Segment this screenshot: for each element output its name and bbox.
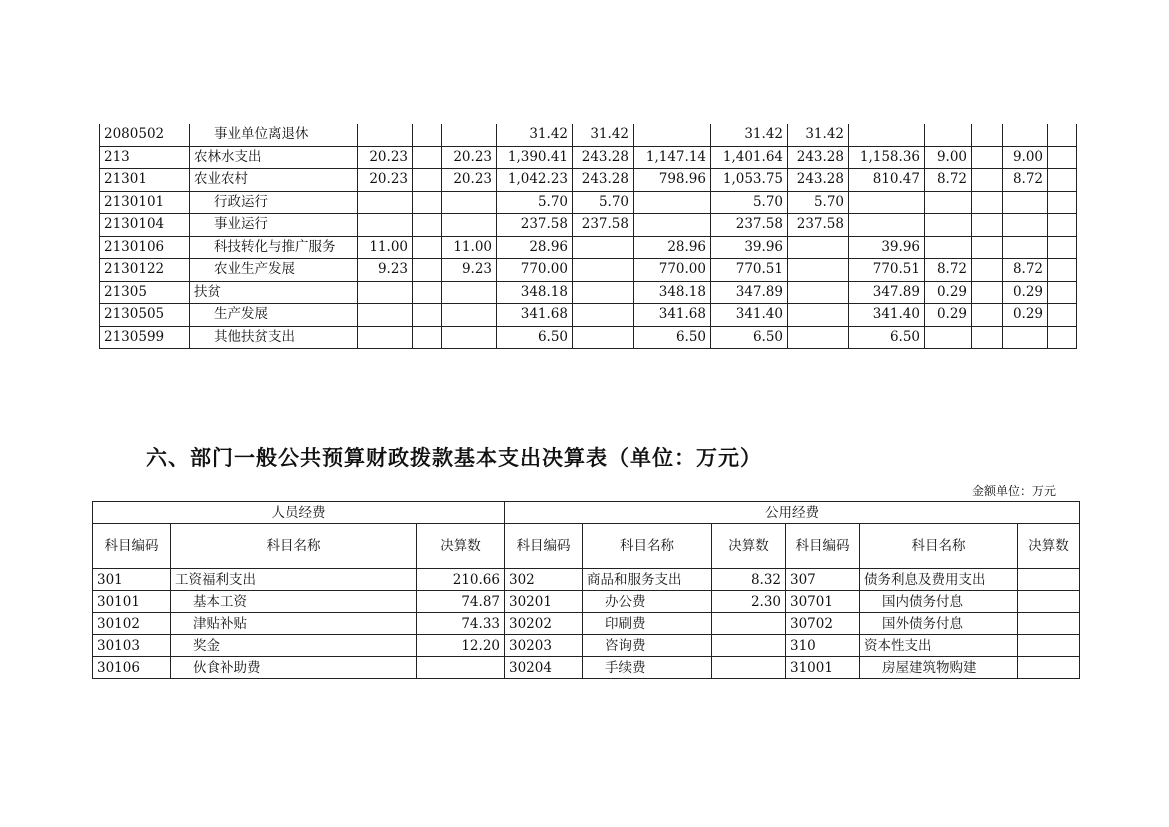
amount-cell: 9.23: [358, 259, 413, 282]
personnel-name: 伙食补助费: [171, 657, 417, 679]
amount-cell: [413, 304, 442, 327]
personnel-code: 30103: [93, 635, 171, 657]
account-name: 农林水支出: [190, 146, 358, 169]
amount-cell: [413, 124, 442, 146]
amount-cell: 810.47: [849, 169, 925, 192]
amount-cell: 20.23: [442, 169, 497, 192]
personnel-group-header: 人员经费: [93, 502, 505, 524]
public-code: 30701: [786, 591, 860, 613]
amount-cell: [972, 191, 1003, 214]
amount-cell: [972, 146, 1003, 169]
public-name: 手续费: [583, 657, 712, 679]
amount-cell: [413, 146, 442, 169]
amount-cell: 8.72: [1003, 169, 1048, 192]
amount-cell: [358, 191, 413, 214]
table-row: [100, 214, 1077, 237]
amount-cell: 8.72: [1003, 259, 1048, 282]
table-row: [93, 569, 1080, 591]
amount-cell: [972, 304, 1003, 327]
empty-cell: [1048, 236, 1077, 259]
empty-cell: [1048, 259, 1077, 282]
amount-cell: 6.50: [634, 326, 711, 349]
amount-cell: [358, 304, 413, 327]
amount-cell: 9.00: [1003, 146, 1048, 169]
personnel-code: 30102: [93, 613, 171, 635]
table-row: [100, 191, 1077, 214]
amount-cell: 237.58: [497, 214, 573, 237]
table-row: [100, 326, 1077, 349]
amount-cell: 770.51: [849, 259, 925, 282]
amount-cell: 347.89: [711, 281, 788, 304]
public-amount: [1018, 613, 1080, 635]
amount-cell: 237.58: [573, 214, 634, 237]
personnel-amount: 210.66: [417, 569, 505, 591]
amount-cell: 31.42: [497, 124, 573, 146]
amount-cell: 5.70: [497, 191, 573, 214]
account-code: 213: [100, 146, 190, 169]
amount-cell: 770.00: [497, 259, 573, 282]
amount-cell: 1,147.14: [634, 146, 711, 169]
col-header-amount: 决算数: [1018, 524, 1080, 569]
amount-cell: 39.96: [849, 236, 925, 259]
amount-cell: [972, 214, 1003, 237]
amount-cell: 341.40: [849, 304, 925, 327]
table-row: [93, 657, 1080, 679]
amount-cell: 11.00: [442, 236, 497, 259]
amount-cell: [849, 214, 925, 237]
amount-cell: 243.28: [788, 146, 849, 169]
amount-cell: 243.28: [573, 169, 634, 192]
account-name: 扶贫: [190, 281, 358, 304]
amount-cell: [1003, 191, 1048, 214]
public-code: 310: [786, 635, 860, 657]
table-row: [100, 124, 1077, 146]
amount-cell: [1003, 124, 1048, 146]
table-row: [100, 281, 1077, 304]
amount-cell: 31.42: [573, 124, 634, 146]
amount-cell: [358, 281, 413, 304]
table-row: [93, 613, 1080, 635]
amount-cell: 5.70: [788, 191, 849, 214]
table-row: [100, 259, 1077, 282]
account-code: 2130122: [100, 259, 190, 282]
public-amount: [712, 613, 786, 635]
public-name: 商品和服务支出: [583, 569, 712, 591]
amount-cell: [358, 124, 413, 146]
col-header-amount: 决算数: [417, 524, 505, 569]
account-code: 2130505: [100, 304, 190, 327]
amount-cell: [573, 326, 634, 349]
amount-cell: 5.70: [573, 191, 634, 214]
account-name: 事业单位离退休: [190, 124, 358, 146]
amount-cell: [413, 326, 442, 349]
amount-cell: 20.23: [358, 169, 413, 192]
account-name: 其他扶贫支出: [190, 326, 358, 349]
public-amount: [1018, 591, 1080, 613]
personnel-amount: [417, 657, 505, 679]
amount-cell: [925, 236, 972, 259]
public-code: 30702: [786, 613, 860, 635]
amount-cell: 0.29: [1003, 304, 1048, 327]
account-code: 2130101: [100, 191, 190, 214]
public-name: 咨询费: [583, 635, 712, 657]
public-code: 31001: [786, 657, 860, 679]
amount-cell: 1,158.36: [849, 146, 925, 169]
account-code: 2130106: [100, 236, 190, 259]
public-code: 30204: [505, 657, 583, 679]
amount-cell: [442, 281, 497, 304]
table-row: [93, 635, 1080, 657]
amount-cell: [358, 214, 413, 237]
amount-cell: [413, 236, 442, 259]
amount-cell: 39.96: [711, 236, 788, 259]
amount-cell: [573, 259, 634, 282]
expenditure-detail-table: [99, 124, 1077, 349]
col-header-code: 科目编码: [786, 524, 860, 569]
amount-cell: 341.68: [497, 304, 573, 327]
empty-cell: [1048, 326, 1077, 349]
public-code: 302: [505, 569, 583, 591]
amount-cell: 20.23: [358, 146, 413, 169]
personnel-name: 基本工资: [171, 591, 417, 613]
personnel-name: 津贴补贴: [171, 613, 417, 635]
amount-cell: 1,042.23: [497, 169, 573, 192]
amount-cell: 0.29: [925, 304, 972, 327]
public-name: 资本性支出: [860, 635, 1018, 657]
col-header-name: 科目名称: [171, 524, 417, 569]
public-name: 国外债务付息: [860, 613, 1018, 635]
amount-cell: [413, 281, 442, 304]
col-header-name: 科目名称: [860, 524, 1018, 569]
amount-cell: [972, 326, 1003, 349]
empty-cell: [1048, 281, 1077, 304]
amount-cell: [573, 236, 634, 259]
public-name: 债务利息及费用支出: [860, 569, 1018, 591]
public-code: 30202: [505, 613, 583, 635]
table-row: [100, 236, 1077, 259]
empty-cell: [1048, 124, 1077, 146]
table-row: [93, 591, 1080, 613]
personnel-code: 30106: [93, 657, 171, 679]
amount-cell: 6.50: [711, 326, 788, 349]
amount-cell: [925, 124, 972, 146]
account-name: 农业农村: [190, 169, 358, 192]
amount-cell: [849, 124, 925, 146]
amount-cell: 347.89: [849, 281, 925, 304]
amount-cell: [925, 326, 972, 349]
account-name: 生产发展: [190, 304, 358, 327]
amount-cell: 8.72: [925, 169, 972, 192]
amount-cell: [358, 326, 413, 349]
empty-cell: [1048, 169, 1077, 192]
amount-cell: 243.28: [573, 146, 634, 169]
table-row: [100, 146, 1077, 169]
personnel-amount: 74.87: [417, 591, 505, 613]
amount-cell: 8.72: [925, 259, 972, 282]
public-code: 307: [786, 569, 860, 591]
amount-cell: [925, 191, 972, 214]
amount-cell: [972, 124, 1003, 146]
account-code: 21305: [100, 281, 190, 304]
amount-cell: [442, 326, 497, 349]
amount-cell: 770.00: [634, 259, 711, 282]
public-name: 印刷费: [583, 613, 712, 635]
amount-cell: 1,401.64: [711, 146, 788, 169]
amount-cell: [413, 259, 442, 282]
amount-cell: [925, 214, 972, 237]
amount-cell: 28.96: [634, 236, 711, 259]
amount-cell: 11.00: [358, 236, 413, 259]
account-name: 农业生产发展: [190, 259, 358, 282]
amount-cell: [972, 236, 1003, 259]
amount-cell: [442, 191, 497, 214]
col-header-name: 科目名称: [583, 524, 712, 569]
public-amount: [1018, 569, 1080, 591]
personnel-name: 奖金: [171, 635, 417, 657]
public-name: 办公费: [583, 591, 712, 613]
amount-cell: [1003, 236, 1048, 259]
amount-cell: 0.29: [925, 281, 972, 304]
public-amount: 8.32: [712, 569, 786, 591]
unit-note: 金额单位：万元: [972, 484, 1057, 498]
amount-cell: 348.18: [497, 281, 573, 304]
public-amount: 2.30: [712, 591, 786, 613]
amount-cell: 6.50: [497, 326, 573, 349]
amount-cell: 237.58: [788, 214, 849, 237]
amount-cell: [634, 124, 711, 146]
personnel-code: 301: [93, 569, 171, 591]
amount-cell: 770.51: [711, 259, 788, 282]
account-code: 21301: [100, 169, 190, 192]
amount-cell: 9.00: [925, 146, 972, 169]
amount-cell: 0.29: [1003, 281, 1048, 304]
amount-cell: 31.42: [711, 124, 788, 146]
account-name: 事业运行: [190, 214, 358, 237]
personnel-name: 工资福利支出: [171, 569, 417, 591]
amount-cell: 798.96: [634, 169, 711, 192]
amount-cell: [634, 214, 711, 237]
table-row: [100, 304, 1077, 327]
amount-cell: [788, 236, 849, 259]
account-code: 2130599: [100, 326, 190, 349]
amount-cell: 1,053.75: [711, 169, 788, 192]
public-amount: [712, 657, 786, 679]
amount-cell: [573, 281, 634, 304]
amount-cell: 9.23: [442, 259, 497, 282]
amount-cell: 6.50: [849, 326, 925, 349]
amount-cell: [413, 191, 442, 214]
empty-cell: [1048, 214, 1077, 237]
amount-cell: [634, 191, 711, 214]
amount-cell: [442, 124, 497, 146]
amount-cell: [573, 304, 634, 327]
col-header-code: 科目编码: [93, 524, 171, 569]
empty-cell: [1048, 191, 1077, 214]
amount-cell: [972, 281, 1003, 304]
public-code: 30203: [505, 635, 583, 657]
basic-expenditure-table: [92, 501, 1080, 679]
account-name: 行政运行: [190, 191, 358, 214]
personnel-amount: 74.33: [417, 613, 505, 635]
amount-cell: 1,390.41: [497, 146, 573, 169]
amount-cell: 341.68: [634, 304, 711, 327]
amount-cell: 348.18: [634, 281, 711, 304]
public-name: 国内债务付息: [860, 591, 1018, 613]
col-header-amount: 决算数: [712, 524, 786, 569]
account-code: 2080502: [100, 124, 190, 146]
empty-cell: [1048, 304, 1077, 327]
amount-cell: 28.96: [497, 236, 573, 259]
account-name: 科技转化与推广服务: [190, 236, 358, 259]
account-code: 2130104: [100, 214, 190, 237]
table-row: [100, 169, 1077, 192]
public-name: 房屋建筑物购建: [860, 657, 1018, 679]
amount-cell: 237.58: [711, 214, 788, 237]
amount-cell: 5.70: [711, 191, 788, 214]
amount-cell: [788, 326, 849, 349]
amount-cell: [788, 281, 849, 304]
amount-cell: [972, 259, 1003, 282]
public-amount: [1018, 635, 1080, 657]
amount-cell: [788, 259, 849, 282]
public-group-header: 公用经费: [505, 502, 1080, 524]
amount-cell: [442, 214, 497, 237]
amount-cell: 341.40: [711, 304, 788, 327]
col-header-code: 科目编码: [505, 524, 583, 569]
amount-cell: [972, 169, 1003, 192]
public-code: 30201: [505, 591, 583, 613]
amount-cell: [788, 304, 849, 327]
amount-cell: [1003, 214, 1048, 237]
public-amount: [712, 635, 786, 657]
empty-cell: [1048, 146, 1077, 169]
amount-cell: [849, 191, 925, 214]
amount-cell: 20.23: [442, 146, 497, 169]
amount-cell: [1003, 326, 1048, 349]
amount-cell: [442, 304, 497, 327]
personnel-amount: 12.20: [417, 635, 505, 657]
amount-cell: [413, 169, 442, 192]
personnel-code: 30101: [93, 591, 171, 613]
public-amount: [1018, 657, 1080, 679]
amount-cell: [413, 214, 442, 237]
section-title: 六、部门一般公共预算财政拨款基本支出决算表（单位：万元）: [146, 446, 762, 470]
amount-cell: 243.28: [788, 169, 849, 192]
amount-cell: 31.42: [788, 124, 849, 146]
